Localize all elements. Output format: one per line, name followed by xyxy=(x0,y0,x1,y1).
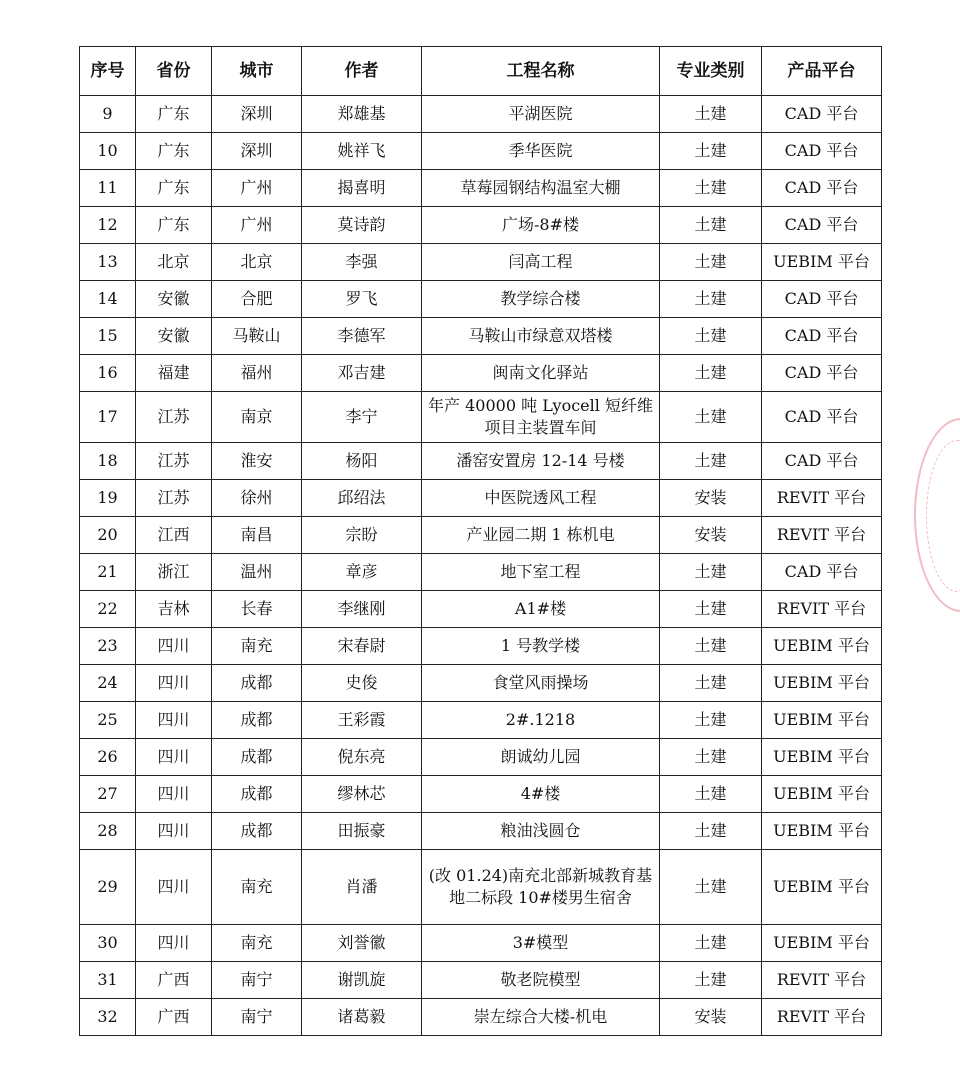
table-body xyxy=(80,96,882,1036)
cell-project-name: 2#.1218 xyxy=(422,702,660,739)
cell-city: 徐州 xyxy=(212,480,302,517)
cell-project-name: 闽南文化驿站 xyxy=(422,355,660,392)
cell-province: 浙江 xyxy=(136,554,212,591)
cell-city: 成都 xyxy=(212,665,302,702)
cell-province: 吉林 xyxy=(136,591,212,628)
cell-author: 宋春尉 xyxy=(302,628,422,665)
cell-city: 成都 xyxy=(212,739,302,776)
table-row xyxy=(80,170,882,207)
cell-city: 南宁 xyxy=(212,962,302,999)
cell-discipline: 安装 xyxy=(660,999,762,1036)
cell-project-name: 3#模型 xyxy=(422,925,660,962)
cell-city: 广州 xyxy=(212,207,302,244)
cell-index: 30 xyxy=(80,925,136,962)
cell-discipline: 土建 xyxy=(660,962,762,999)
cell-discipline: 土建 xyxy=(660,739,762,776)
cell-discipline: 土建 xyxy=(660,244,762,281)
header-city: 城市 xyxy=(212,47,302,96)
cell-author: 李强 xyxy=(302,244,422,281)
table-row xyxy=(80,517,882,554)
cell-discipline: 安装 xyxy=(660,480,762,517)
cell-platform: UEBIM 平台 xyxy=(762,850,882,925)
cell-city: 北京 xyxy=(212,244,302,281)
cell-province: 广东 xyxy=(136,170,212,207)
cell-platform: CAD 平台 xyxy=(762,554,882,591)
cell-index: 32 xyxy=(80,999,136,1036)
cell-discipline: 土建 xyxy=(660,281,762,318)
cell-province: 四川 xyxy=(136,813,212,850)
cell-province: 江苏 xyxy=(136,443,212,480)
table-row xyxy=(80,850,882,925)
cell-index: 19 xyxy=(80,480,136,517)
table-row xyxy=(80,628,882,665)
cell-province: 江苏 xyxy=(136,392,212,443)
header-platform: 产品平台 xyxy=(762,47,882,96)
header-author: 作者 xyxy=(302,47,422,96)
cell-author: 李继刚 xyxy=(302,591,422,628)
cell-index: 25 xyxy=(80,702,136,739)
cell-author: 李德军 xyxy=(302,318,422,355)
cell-discipline: 土建 xyxy=(660,702,762,739)
cell-province: 广东 xyxy=(136,207,212,244)
cell-platform: UEBIM 平台 xyxy=(762,776,882,813)
cell-project-name: 产业园二期 1 栋机电 xyxy=(422,517,660,554)
cell-project-name: 敬老院模型 xyxy=(422,962,660,999)
table-row xyxy=(80,207,882,244)
cell-project-name: 季华医院 xyxy=(422,133,660,170)
table-row xyxy=(80,925,882,962)
entries-table xyxy=(79,46,882,1036)
table-row xyxy=(80,813,882,850)
header-province: 省份 xyxy=(136,47,212,96)
cell-index: 13 xyxy=(80,244,136,281)
cell-platform: UEBIM 平台 xyxy=(762,739,882,776)
cell-project-name: (改 01.24)南充北部新城教育基地二标段 10#楼男生宿舍 xyxy=(422,850,660,925)
cell-project-name: 食堂风雨操场 xyxy=(422,665,660,702)
cell-author: 刘誉徽 xyxy=(302,925,422,962)
cell-province: 福建 xyxy=(136,355,212,392)
cell-province: 北京 xyxy=(136,244,212,281)
cell-author: 肖潘 xyxy=(302,850,422,925)
cell-city: 温州 xyxy=(212,554,302,591)
cell-city: 长春 xyxy=(212,591,302,628)
cell-platform: REVIT 平台 xyxy=(762,962,882,999)
cell-province: 江苏 xyxy=(136,480,212,517)
cell-index: 16 xyxy=(80,355,136,392)
cell-province: 四川 xyxy=(136,850,212,925)
cell-project-name: 中医院透风工程 xyxy=(422,480,660,517)
cell-discipline: 土建 xyxy=(660,96,762,133)
header-project-name: 工程名称 xyxy=(422,47,660,96)
cell-city: 成都 xyxy=(212,702,302,739)
cell-project-name: 朗诚幼儿园 xyxy=(422,739,660,776)
cell-platform: REVIT 平台 xyxy=(762,999,882,1036)
cell-city: 南京 xyxy=(212,392,302,443)
cell-project-name: 教学综合楼 xyxy=(422,281,660,318)
cell-city: 合肥 xyxy=(212,281,302,318)
cell-project-name: 马鞍山市绿意双塔楼 xyxy=(422,318,660,355)
cell-author: 姚祥飞 xyxy=(302,133,422,170)
cell-platform: CAD 平台 xyxy=(762,318,882,355)
cell-platform: REVIT 平台 xyxy=(762,480,882,517)
cell-project-name: 平湖医院 xyxy=(422,96,660,133)
cell-platform: CAD 平台 xyxy=(762,133,882,170)
cell-index: 17 xyxy=(80,392,136,443)
cell-index: 18 xyxy=(80,443,136,480)
cell-discipline: 土建 xyxy=(660,443,762,480)
cell-city: 南昌 xyxy=(212,517,302,554)
cell-platform: CAD 平台 xyxy=(762,96,882,133)
table-row xyxy=(80,739,882,776)
table-row xyxy=(80,554,882,591)
table-row xyxy=(80,443,882,480)
cell-index: 24 xyxy=(80,665,136,702)
cell-index: 10 xyxy=(80,133,136,170)
cell-author: 李宁 xyxy=(302,392,422,443)
cell-platform: CAD 平台 xyxy=(762,170,882,207)
table-row xyxy=(80,281,882,318)
cell-project-name: 草莓园钢结构温室大棚 xyxy=(422,170,660,207)
cell-author: 缪林芯 xyxy=(302,776,422,813)
cell-city: 南充 xyxy=(212,925,302,962)
cell-discipline: 土建 xyxy=(660,665,762,702)
cell-discipline: 土建 xyxy=(660,813,762,850)
cell-city: 广州 xyxy=(212,170,302,207)
table-row xyxy=(80,392,882,443)
cell-project-name: 广场-8#楼 xyxy=(422,207,660,244)
table-row xyxy=(80,133,882,170)
cell-province: 安徽 xyxy=(136,318,212,355)
cell-index: 29 xyxy=(80,850,136,925)
cell-city: 深圳 xyxy=(212,96,302,133)
cell-platform: CAD 平台 xyxy=(762,355,882,392)
cell-project-name: 地下室工程 xyxy=(422,554,660,591)
cell-platform: UEBIM 平台 xyxy=(762,702,882,739)
cell-index: 28 xyxy=(80,813,136,850)
cell-index: 27 xyxy=(80,776,136,813)
header-index: 序号 xyxy=(80,47,136,96)
cell-province: 四川 xyxy=(136,776,212,813)
cell-platform: CAD 平台 xyxy=(762,392,882,443)
cell-province: 广西 xyxy=(136,962,212,999)
cell-discipline: 土建 xyxy=(660,318,762,355)
cell-platform: CAD 平台 xyxy=(762,443,882,480)
header-discipline: 专业类别 xyxy=(660,47,762,96)
cell-index: 9 xyxy=(80,96,136,133)
cell-city: 深圳 xyxy=(212,133,302,170)
cell-platform: CAD 平台 xyxy=(762,207,882,244)
cell-discipline: 土建 xyxy=(660,207,762,244)
cell-author: 莫诗韵 xyxy=(302,207,422,244)
cell-author: 郑雄基 xyxy=(302,96,422,133)
cell-discipline: 土建 xyxy=(660,554,762,591)
cell-province: 四川 xyxy=(136,665,212,702)
cell-discipline: 土建 xyxy=(660,355,762,392)
cell-project-name: A1#楼 xyxy=(422,591,660,628)
cell-city: 淮安 xyxy=(212,443,302,480)
cell-author: 邓吉建 xyxy=(302,355,422,392)
cell-author: 倪东亮 xyxy=(302,739,422,776)
cell-author: 宗盼 xyxy=(302,517,422,554)
cell-project-name: 年产 40000 吨 Lyocell 短纤维项目主装置车间 xyxy=(422,392,660,443)
table-row xyxy=(80,355,882,392)
cell-province: 广东 xyxy=(136,96,212,133)
table-row xyxy=(80,702,882,739)
cell-author: 罗飞 xyxy=(302,281,422,318)
cell-author: 田振豪 xyxy=(302,813,422,850)
table-header-row xyxy=(80,47,882,96)
cell-city: 福州 xyxy=(212,355,302,392)
cell-province: 四川 xyxy=(136,925,212,962)
table-row xyxy=(80,591,882,628)
cell-province: 广西 xyxy=(136,999,212,1036)
cell-discipline: 安装 xyxy=(660,517,762,554)
cell-discipline: 土建 xyxy=(660,925,762,962)
cell-index: 22 xyxy=(80,591,136,628)
cell-province: 四川 xyxy=(136,628,212,665)
table-row xyxy=(80,962,882,999)
cell-platform: UEBIM 平台 xyxy=(762,813,882,850)
cell-index: 12 xyxy=(80,207,136,244)
cell-city: 南充 xyxy=(212,850,302,925)
cell-index: 23 xyxy=(80,628,136,665)
cell-platform: UEBIM 平台 xyxy=(762,925,882,962)
cell-project-name: 1 号教学楼 xyxy=(422,628,660,665)
cell-platform: CAD 平台 xyxy=(762,281,882,318)
cell-author: 邱绍法 xyxy=(302,480,422,517)
cell-platform: REVIT 平台 xyxy=(762,591,882,628)
table-row xyxy=(80,244,882,281)
cell-index: 26 xyxy=(80,739,136,776)
cell-index: 11 xyxy=(80,170,136,207)
cell-city: 南充 xyxy=(212,628,302,665)
cell-city: 南宁 xyxy=(212,999,302,1036)
cell-province: 安徽 xyxy=(136,281,212,318)
cell-city: 成都 xyxy=(212,776,302,813)
cell-author: 诸葛毅 xyxy=(302,999,422,1036)
table-row xyxy=(80,318,882,355)
cell-discipline: 土建 xyxy=(660,133,762,170)
cell-province: 江西 xyxy=(136,517,212,554)
cell-project-name: 闫高工程 xyxy=(422,244,660,281)
cell-platform: UEBIM 平台 xyxy=(762,665,882,702)
cell-author: 杨阳 xyxy=(302,443,422,480)
cell-author: 章彦 xyxy=(302,554,422,591)
cell-author: 谢凯旋 xyxy=(302,962,422,999)
cell-index: 31 xyxy=(80,962,136,999)
cell-author: 史俊 xyxy=(302,665,422,702)
table-row xyxy=(80,480,882,517)
cell-discipline: 土建 xyxy=(660,850,762,925)
cell-discipline: 土建 xyxy=(660,392,762,443)
cell-index: 21 xyxy=(80,554,136,591)
cell-province: 广东 xyxy=(136,133,212,170)
cell-platform: UEBIM 平台 xyxy=(762,244,882,281)
cell-project-name: 崇左综合大楼-机电 xyxy=(422,999,660,1036)
table-row xyxy=(80,665,882,702)
cell-project-name: 4#楼 xyxy=(422,776,660,813)
cell-platform: REVIT 平台 xyxy=(762,517,882,554)
table-row xyxy=(80,96,882,133)
cell-discipline: 土建 xyxy=(660,776,762,813)
cell-project-name: 潘窑安置房 12-14 号楼 xyxy=(422,443,660,480)
cell-index: 20 xyxy=(80,517,136,554)
cell-discipline: 土建 xyxy=(660,628,762,665)
cell-province: 四川 xyxy=(136,702,212,739)
cell-index: 14 xyxy=(80,281,136,318)
cell-city: 成都 xyxy=(212,813,302,850)
cell-platform: UEBIM 平台 xyxy=(762,628,882,665)
cell-author: 王彩霞 xyxy=(302,702,422,739)
cell-city: 马鞍山 xyxy=(212,318,302,355)
cell-province: 四川 xyxy=(136,739,212,776)
cell-discipline: 土建 xyxy=(660,170,762,207)
cell-discipline: 土建 xyxy=(660,591,762,628)
cell-project-name: 粮油浅圆仓 xyxy=(422,813,660,850)
table-row xyxy=(80,999,882,1036)
table-row xyxy=(80,776,882,813)
cell-author: 揭喜明 xyxy=(302,170,422,207)
cell-index: 15 xyxy=(80,318,136,355)
